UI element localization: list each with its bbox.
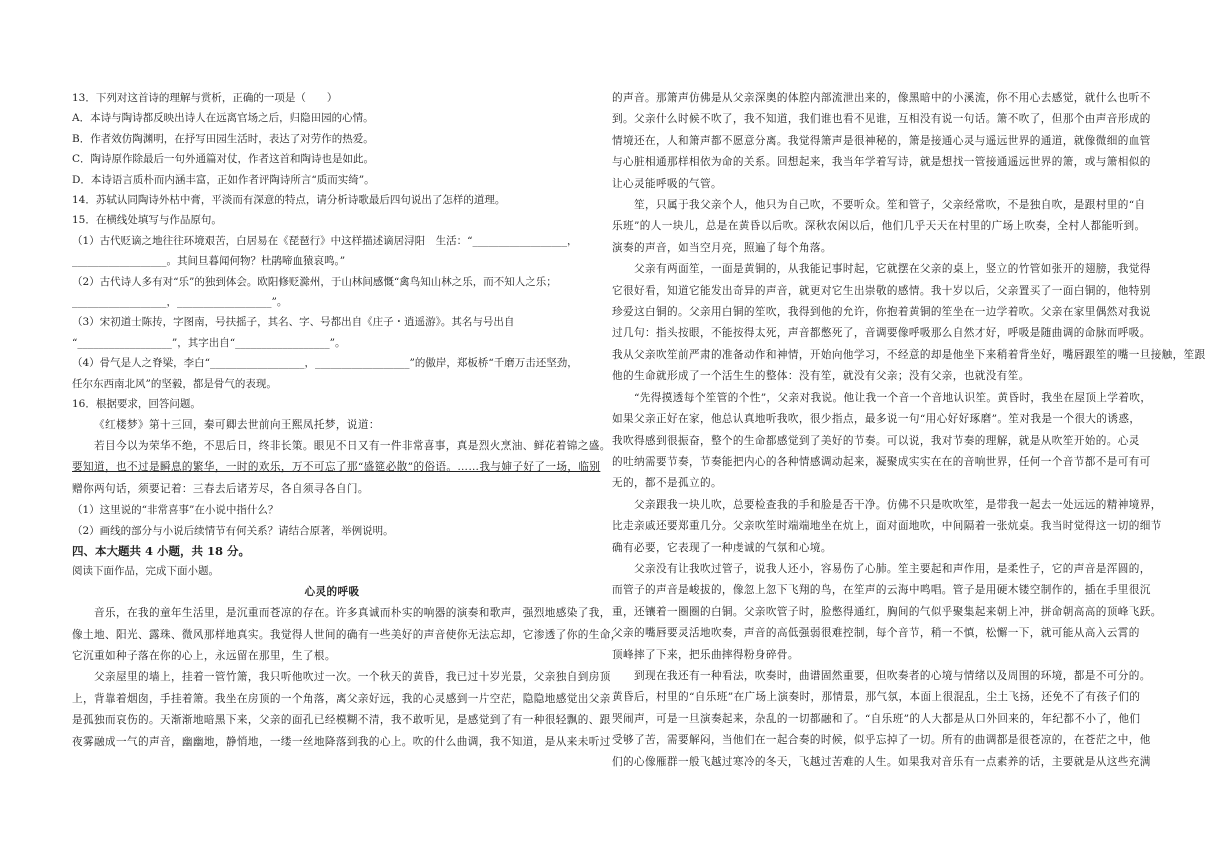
essay-line: 父亲跟我一块儿吹，总要检查我的手和脸是否干净。仿佛不只是吹吹笙，是带我一起去一处远远的精神境界， (634, 498, 1162, 511)
section-4-intro: 阅读下面作品，完成下面小题。 (72, 565, 219, 578)
question-13: 13．下列对这首诗的理解与赏析，正确的一项是（ ） (72, 92, 338, 104)
essay-line: 乐班”的人一块儿，总是在黄昏以后吹。深秋农闲以后，他们几乎天天在村里的广场上吹奏，全村人都能听到。 (612, 220, 1146, 233)
essay-line: 夜雾融成一气的声音，幽幽地，静悄地，一缕一丝地降落到我的心上。吹的什么曲调，我不知道，是从来未听过 (72, 735, 611, 748)
essay-line: 它很好看，知道它能发出奇异的声音，就更对它生出崇敬的感情。我十岁以后，父亲置买了一面白铜的，他特别 (612, 284, 1151, 297)
essay-title: 心灵的呼吸 (304, 585, 360, 598)
option-13-c: C．陶诗原作除最后一句外通篇对仗，作者这首和陶诗也是如此。 (72, 153, 375, 166)
option-13-b: B．作者效仿陶渊明，在抒写田园生活时，表达了对劳作的热爱。 (72, 132, 374, 145)
q15-item-4b: 任尔东西南北风”的坚毅，都是骨气的表现。 (72, 377, 277, 390)
right-column (612, 88, 1206, 773)
essay-line: 顶峰摔了下来，把乐曲摔得粉身碎骨。 (612, 648, 799, 661)
essay-line: 到现在我还有一种看法，吹奏时，曲谱固然重要，但吹奏者的心境与情绪以及周围的环境，都是不可分的。 (634, 669, 1151, 682)
option-13-d: D．本诗语言质朴而内涵丰富，正如作者评陶诗所言“质而实绮”。 (72, 173, 375, 186)
essay-line: 无的，都不是孤立的。 (612, 477, 722, 490)
q16-sub-1: （1）这里说的“非常喜事”在小说中指什么？ (72, 504, 279, 517)
essay-line: 与心脏相通那样相依为命的关系。回想起来，我当年学着写诗，就是想找一管接通遥远世界的箫，或与箫相似的 (612, 156, 1151, 169)
q15-item-1b: __________________。其间旦暮闻何物？杜鹃啼血猿哀鸣。” (72, 255, 346, 268)
left-column (72, 88, 622, 753)
question-15: 15．在横线处填写与作品原句。 (72, 214, 222, 227)
essay-line: 演奏的声音，如当空月亮，照遍了每个角落。 (612, 241, 832, 254)
essay-line: 哭闹声，可是一旦演奏起来，杂乱的一切都融和了。“自乐班”的人大都是从口外回来的，年纪都不小了，他们 (612, 712, 1141, 725)
q15-item-2a: （2）古代诗人多有对“乐”的独到体会。欧阳修贬滁州，于山林间感慨“禽鸟知山林之乐，而不知人之乐； (72, 275, 557, 288)
q16-passage-line: 若目今以为荣华不绝，不思后日，终非长策。眼见不日又有一件非常喜事，真是烈火烹油、鲜花着锦之盛。 (94, 439, 611, 452)
essay-line: 笙，只属于我父亲个人，他只为自己吹，不要听众。笙和管子，父亲经常吹，不是独自吹，是跟村里的“自 (634, 199, 1146, 212)
essay-line: 到。父亲什么时候不吹了，我不知道，我们谁也看不见谁，互相没有说一句话。箫不吹了，但那个由声音形成的 (612, 113, 1151, 126)
essay-line: 我从父亲吹笙前严肃的准备动作和神情，开始向他学习，不经意的却是他坐下来稍着背坐好，嘴唇跟笙的嘴一旦接触，笙跟 (612, 348, 1206, 361)
essay-line: 他的生命就形成了一个活生生的整体：没有笙，就没有父亲；没有父亲，也就没有笙。 (612, 370, 1030, 383)
essay-line: 确有必要，它表现了一种虔诚的气氛和心境。 (612, 541, 832, 554)
essay-line: 黄昏后，村里的“自乐班”在广场上演奏时，那情景，那气氛，本面上很混乱，尘土飞扬，还免不了有孩子们的 (612, 691, 1141, 704)
essay-line: 是孤独而哀伤的。天渐渐地暗黑下来，父亲的面孔已经模糊不清，我不敢听见，是感觉到了有一种很轻飘的、跟 (72, 714, 611, 727)
essay-line: 父亲屋里的墙上，挂着一管竹箫，我只听他吹过一次。一个秋天的黄昏，我已过十岁光景，父亲独自到房顶 (94, 671, 611, 684)
essay-line: 让心灵能呼吸的气管。 (612, 177, 722, 190)
essay-line: 珍爱这白铜的。父亲用白铜的笙吹，我得到他的允许，你抱着黄铜的笙坐在一边学着吹。父亲在家里偶然对我说 (612, 306, 1151, 319)
essay-line: 而管子的声音是峻拔的，像忽上忽下飞翔的鸟，在笙声的云海中鸣唱。管子是用硬木镂空制作的，插在手里很沉 (612, 584, 1151, 597)
section-4-heading: 四、本大题共 4 小题，共 18 分。 (72, 543, 251, 558)
q15-item-2b: __________________，__________________”。 (72, 296, 288, 309)
q15-item-3b: “__________________”，其字出自“__________________”。 (72, 336, 346, 349)
essay-line: 过几句：指头按眼，不能按得太死，声音都憋死了，音调要像呼吸那么自然才好，呼吸是随曲调的命脉而呼吸。 (612, 327, 1151, 340)
question-14: 14．苏轼认同陶诗外枯中膏，平淡而有深意的特点，请分析诗歌最后四句说出了怎样的道理。 (72, 194, 506, 207)
essay-line: 如果父亲正好在家，他总认真地听我吹，很少指点，最多说一句“用心好好琢磨”。笙对我是一个很大的诱惑， (612, 413, 1141, 426)
option-13-a: A．本诗与陶诗都反映出诗人在远离官场之后，归隐田园的心情。 (72, 112, 374, 125)
essay-line: 受够了苦，需要解闷，当他们在一起合奏的时候，似乎忘掉了一切。所有的曲调都是很苍凉的，在苍茫之中，他 (612, 734, 1151, 747)
q15-item-3a: （3）宋初道士陈抟，字图南，号扶摇子，其名、字、号都出自《庄子・逍遥游》。其名与号出自 (72, 316, 515, 329)
question-16: 16．根据要求，回答问题。 (72, 398, 201, 411)
essay-line: 它沉重如种子落在你的心上，永远留在那里，生了根。 (72, 649, 336, 662)
essay-line: 音乐，在我的童年生活里，是沉重而苍凉的存在。许多真诚而朴实的响器的演奏和歌声，强烈地感染了我， (94, 607, 611, 620)
essay-line: 我吹得感到很振奋，整个的生命都感觉到了美好的节奏。可以说，我对节奏的理解，就是从吹笙开始的。心灵 (612, 434, 1140, 447)
essay-line: 的声音。那箫声仿佛是从父亲深奥的体腔内部流泄出来的，像黑暗中的小溪流，你不用心去感觉，就什么也听不 (612, 92, 1151, 104)
essay-line: 上，背靠着烟囱，手挂着箫。我坐在房顶的一个角落，离父亲好远，我的心灵感到一片空茫，隐隐地感觉出父亲 (72, 692, 611, 705)
essay-line: 们的心像雁群一般飞越过寒冷的冬天，飞越过苦难的人生。如果我对音乐有一点素养的话，主要就是从这些充满 (612, 755, 1151, 768)
q15-item-1a: （1）古代贬谪之地往往环境艰苦，白居易在《琵琶行》中这样描述谪居浔阳 生活：“__________________， (72, 234, 578, 247)
essay-line: 情境还在，人和箫声都不愿意分离。我觉得箫声是很神秘的，箫是接通心灵与遥远世界的通道，就像微细的血管 (612, 134, 1151, 147)
q15-item-4a: （4）骨气是人之脊梁，李白“__________________，__________________”的傲岸，郑板桥“千磨万击还坚劲， (72, 357, 578, 370)
q16-sub-2: （2）画线的部分与小说后续情节有何关系？请结合原著，举例说明。 (72, 524, 394, 537)
essay-line: 比走亲戚还要郑重几分。父亲吹笙时端端地坐在炕上，面对面地吹，中间隔着一张炕桌。我当时觉得这一切的细节 (612, 520, 1162, 533)
essay-line: 像土地、阳光、露珠、微风那样地真实。我觉得人世间的确有一些美好的声音使你无法忘却，它渗透了你的生命， (72, 628, 622, 641)
q16-passage-underlined: 要知道，也不过是瞬息的繁华，一时的欢乐，万不可忘了那“盛筵必散”的俗语。……我与婶子好了一场，临别 (72, 461, 601, 474)
essay-line: 父亲有两面笙，一面是黄铜的，从我能记事时起，它就摆在父亲的桌上，竖立的竹管如张开的翅膀，我觉得 (634, 263, 1151, 276)
essay-line: 的吐纳需要节奏，节奏能把内心的各种情感调动起来，凝聚成实实在在的音响世界，任何一个音节都不是可有可 (612, 455, 1151, 468)
q16-passage-line: 赠你两句话，须要记着：三春去后诸芳尽，各自须寻各自门。 (72, 482, 369, 495)
q16-passage-intro: 《红楼梦》第十三回，秦可卿去世前向王熙凤托梦，说道： (94, 418, 380, 431)
essay-line: 重，还镶着一圈圈的白铜。父亲吹管子时，脸憋得通红，胸间的气似乎聚集起来朝上冲，拼命朝高高的顶峰飞跃。 (612, 605, 1162, 618)
essay-line: 父亲的嘴唇要灵活地吹奏，声音的高低强弱很难控制，每个音节，稍一不慎，松懈一下，就可能从高入云霄的 (612, 627, 1140, 640)
essay-line: 父亲没有让我吹过管子，说我人还小，容易伤了心肺。笙主要起和声作用，是柔性子，它的声音是浑圆的， (634, 562, 1151, 575)
essay-line: “先得摸透每个笙管的个性”，父亲对我说。他让我一个音一个音地认识笙。黄昏时，我坐在屋顶上学着吹， (634, 391, 1152, 404)
